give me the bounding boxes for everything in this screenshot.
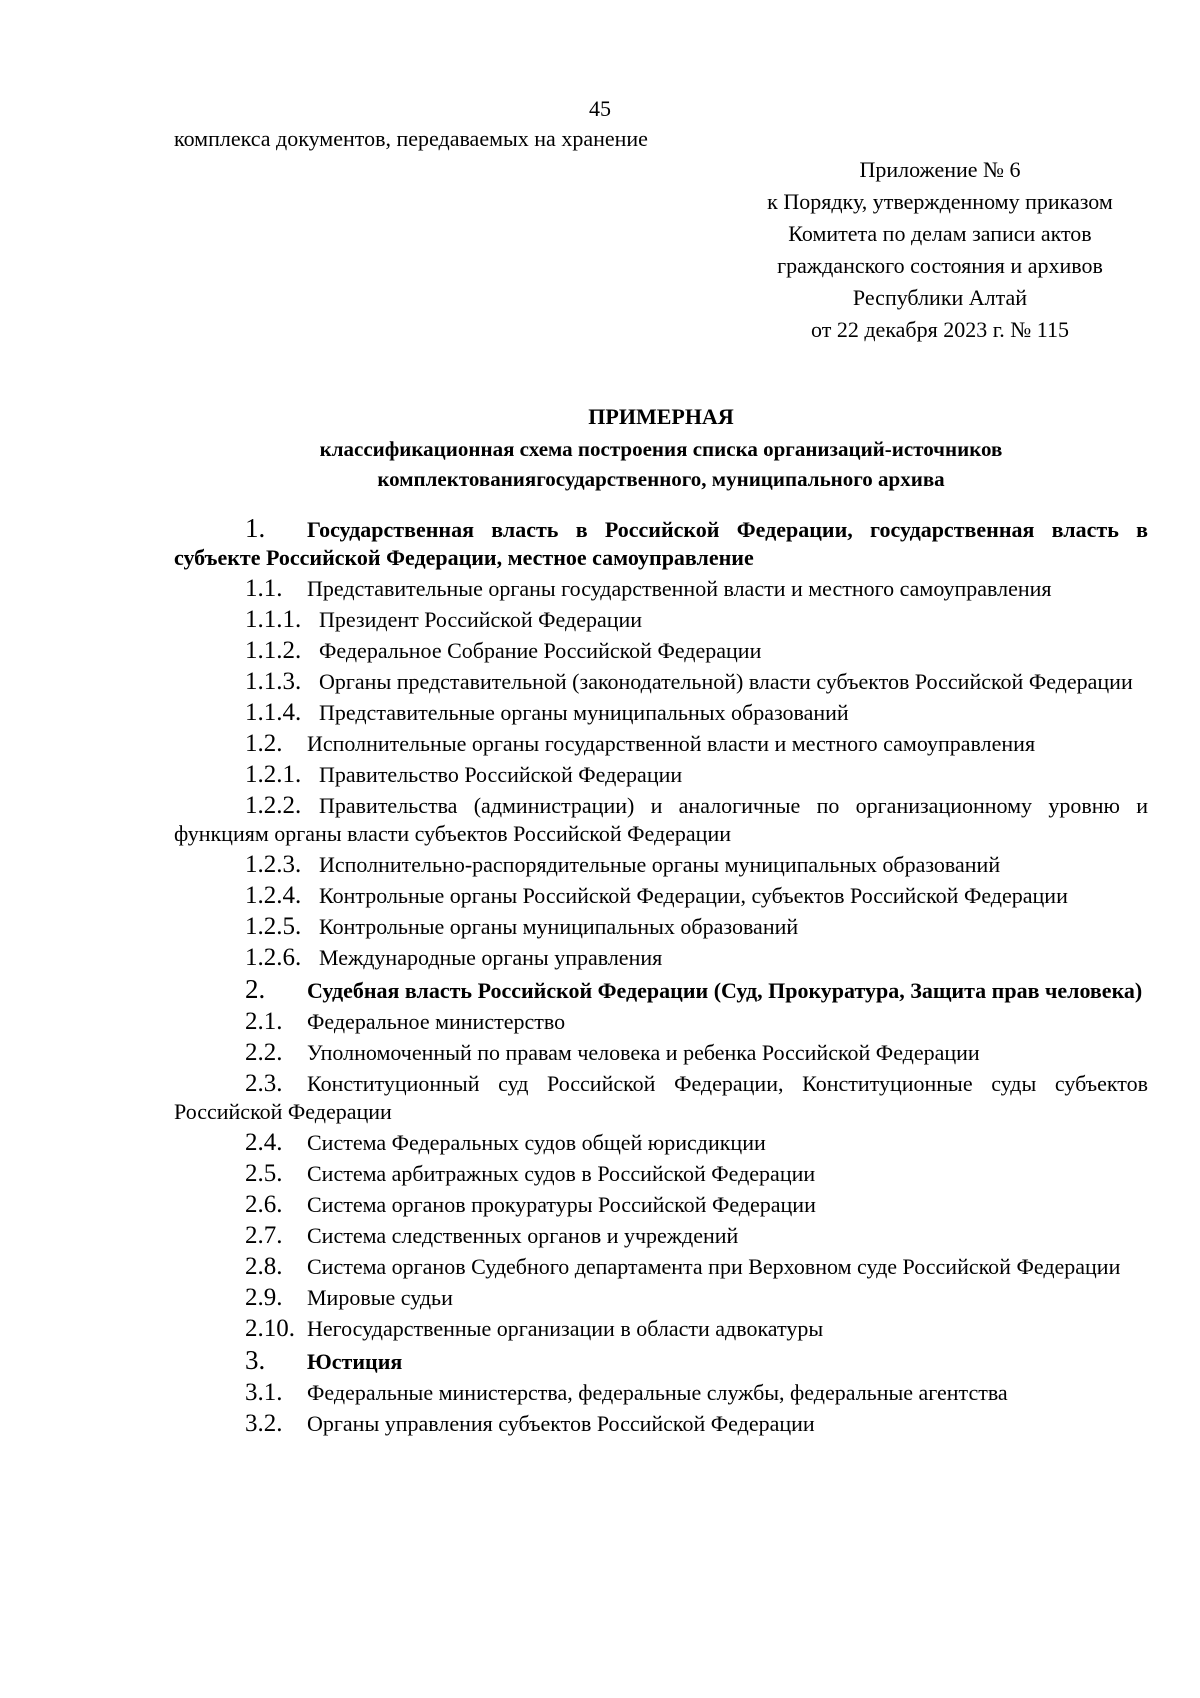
appendix-note	[700, 154, 1180, 346]
item-text: Исполнительно-распорядительные органы муниципальных образований	[319, 852, 1001, 877]
item-number: 1.1.4.	[245, 699, 302, 726]
item-number: 3.2.	[245, 1410, 283, 1437]
item-number: 2.7.	[245, 1222, 283, 1249]
item-number: 1.1.3.	[245, 668, 302, 695]
item-number: 1.2.1.	[245, 761, 302, 788]
appendix-line: к Порядку, утвержденному приказом	[767, 189, 1113, 214]
item-number: 1.2.2.	[245, 792, 302, 819]
item-number: 2.10.	[245, 1315, 295, 1342]
item-number: 3.1.	[245, 1379, 283, 1406]
subsection-item	[174, 944, 1148, 972]
item-text: Правительство Российской Федерации	[319, 762, 683, 787]
item-text: Представительные органы государственной власти и местного самоуправления	[307, 576, 1052, 601]
item-number: 1.2.6.	[245, 944, 302, 971]
item-number: 2.4.	[245, 1129, 283, 1156]
subsection-item	[174, 1008, 1148, 1036]
item-number: 2.6.	[245, 1191, 283, 1218]
appendix-line: Приложение № 6	[859, 157, 1021, 182]
item-number: 1.	[245, 513, 266, 543]
title-heading: ПРИМЕРНАЯ	[588, 404, 734, 429]
item-number: 2.5.	[245, 1160, 283, 1187]
item-number: 1.2.3.	[245, 851, 302, 878]
classification-scheme	[174, 514, 1148, 1441]
appendix-line: гражданского состояния и архивов	[777, 253, 1103, 278]
item-text: Система арбитражных судов в Российской Федерации	[307, 1161, 816, 1186]
item-text: Мировые судьи	[307, 1285, 453, 1310]
item-text: Уполномоченный по правам человека и ребенка Российской Федерации	[307, 1040, 980, 1065]
item-text: Система органов прокуратуры Российской Федерации	[307, 1192, 816, 1217]
subsection-item	[174, 1222, 1148, 1250]
subsection-item	[174, 761, 1148, 789]
carryover-text: комплекса документов, передаваемых на хранение	[174, 126, 648, 151]
item-text: Правительства (администрации) и аналогичные по организационному уровню и функциям органы власти субъектов Российской Федерации	[174, 793, 1148, 846]
item-number: 2.2.	[245, 1039, 283, 1066]
appendix-line: от 22 декабря 2023 г. № 115	[811, 317, 1069, 342]
item-number: 1.2.	[245, 730, 283, 757]
item-text: Юстиция	[307, 1349, 403, 1374]
item-text: Международные органы управления	[319, 945, 663, 970]
item-text: Контрольные органы Российской Федерации, субъектов Российской Федерации	[319, 883, 1068, 908]
item-text: Исполнительные органы государственной власти и местного самоуправления	[307, 731, 1036, 756]
appendix-line: Комитета по делам записи актов	[788, 221, 1092, 246]
subsection-item	[174, 851, 1148, 879]
item-text: Судебная власть Российской Федерации (Суд, Прокуратура, Защита прав человека)	[307, 978, 1143, 1003]
subsection-item	[174, 1070, 1148, 1126]
item-number: 2.	[245, 974, 266, 1004]
document-title	[174, 400, 1148, 494]
item-text: Негосударственные организации в области адвокатуры	[307, 1316, 824, 1341]
item-text: Федеральные министерства, федеральные службы, федеральные агентства	[307, 1380, 1008, 1405]
item-text: Федеральное министерство	[307, 1009, 566, 1034]
title-line: классификационная схема построения списка организаций-источников	[319, 437, 1003, 461]
subsection-item	[174, 668, 1148, 696]
item-number: 2.3.	[245, 1070, 283, 1097]
item-text: Система органов Судебного департамента при Верховном суде Российской Федерации	[307, 1254, 1121, 1279]
subsection-item	[174, 882, 1148, 910]
title-line: комплектованиягосударственного, муниципального архива	[377, 467, 945, 491]
item-text: Государственная власть в Российской Федерации, государственная власть в субъекте Российской Федерации, местное самоуправление	[174, 517, 1148, 570]
section-item	[174, 975, 1148, 1005]
subsection-item	[174, 1160, 1148, 1188]
page-number: 45	[589, 96, 611, 121]
subsection-item	[174, 1129, 1148, 1157]
item-number: 1.2.4.	[245, 882, 302, 909]
item-text: Президент Российской Федерации	[319, 607, 643, 632]
subsection-item	[174, 637, 1148, 665]
appendix-line: Республики Алтай	[852, 285, 1028, 310]
subsection-item	[174, 913, 1148, 941]
subsection-item	[174, 730, 1148, 758]
subsection-item	[174, 1191, 1148, 1219]
subsection-item	[174, 1410, 1148, 1438]
item-text: Органы представительной (законодательной) власти субъектов Российской Федерации	[319, 669, 1133, 694]
subsection-item	[174, 1253, 1148, 1281]
item-number: 1.1.2.	[245, 637, 302, 664]
item-text: Система Федеральных судов общей юрисдикции	[307, 1130, 766, 1155]
item-text: Контрольные органы муниципальных образований	[319, 914, 799, 939]
subsection-item	[174, 606, 1148, 634]
subsection-item	[174, 1379, 1148, 1407]
subsection-item	[174, 1315, 1148, 1343]
item-number: 3.	[245, 1345, 266, 1375]
item-text: Конституционный суд Российской Федерации, Конституционные суды субъектов Российской Федерации	[174, 1071, 1148, 1124]
item-text: Система следственных органов и учреждений	[307, 1223, 739, 1248]
item-number: 2.8.	[245, 1253, 283, 1280]
item-number: 1.2.5.	[245, 913, 302, 940]
item-number: 1.1.	[245, 575, 283, 602]
section-item	[174, 1346, 1148, 1376]
subsection-item	[174, 792, 1148, 848]
subsection-item	[174, 699, 1148, 727]
item-text: Представительные органы муниципальных образований	[319, 700, 849, 725]
item-number: 1.1.1.	[245, 606, 302, 633]
section-item	[174, 514, 1148, 572]
item-number: 2.1.	[245, 1008, 283, 1035]
item-text: Федеральное Собрание Российской Федерации	[319, 638, 762, 663]
subsection-item	[174, 1284, 1148, 1312]
subsection-item	[174, 575, 1148, 603]
subsection-item	[174, 1039, 1148, 1067]
item-text: Органы управления субъектов Российской Федерации	[307, 1411, 815, 1436]
item-number: 2.9.	[245, 1284, 283, 1311]
